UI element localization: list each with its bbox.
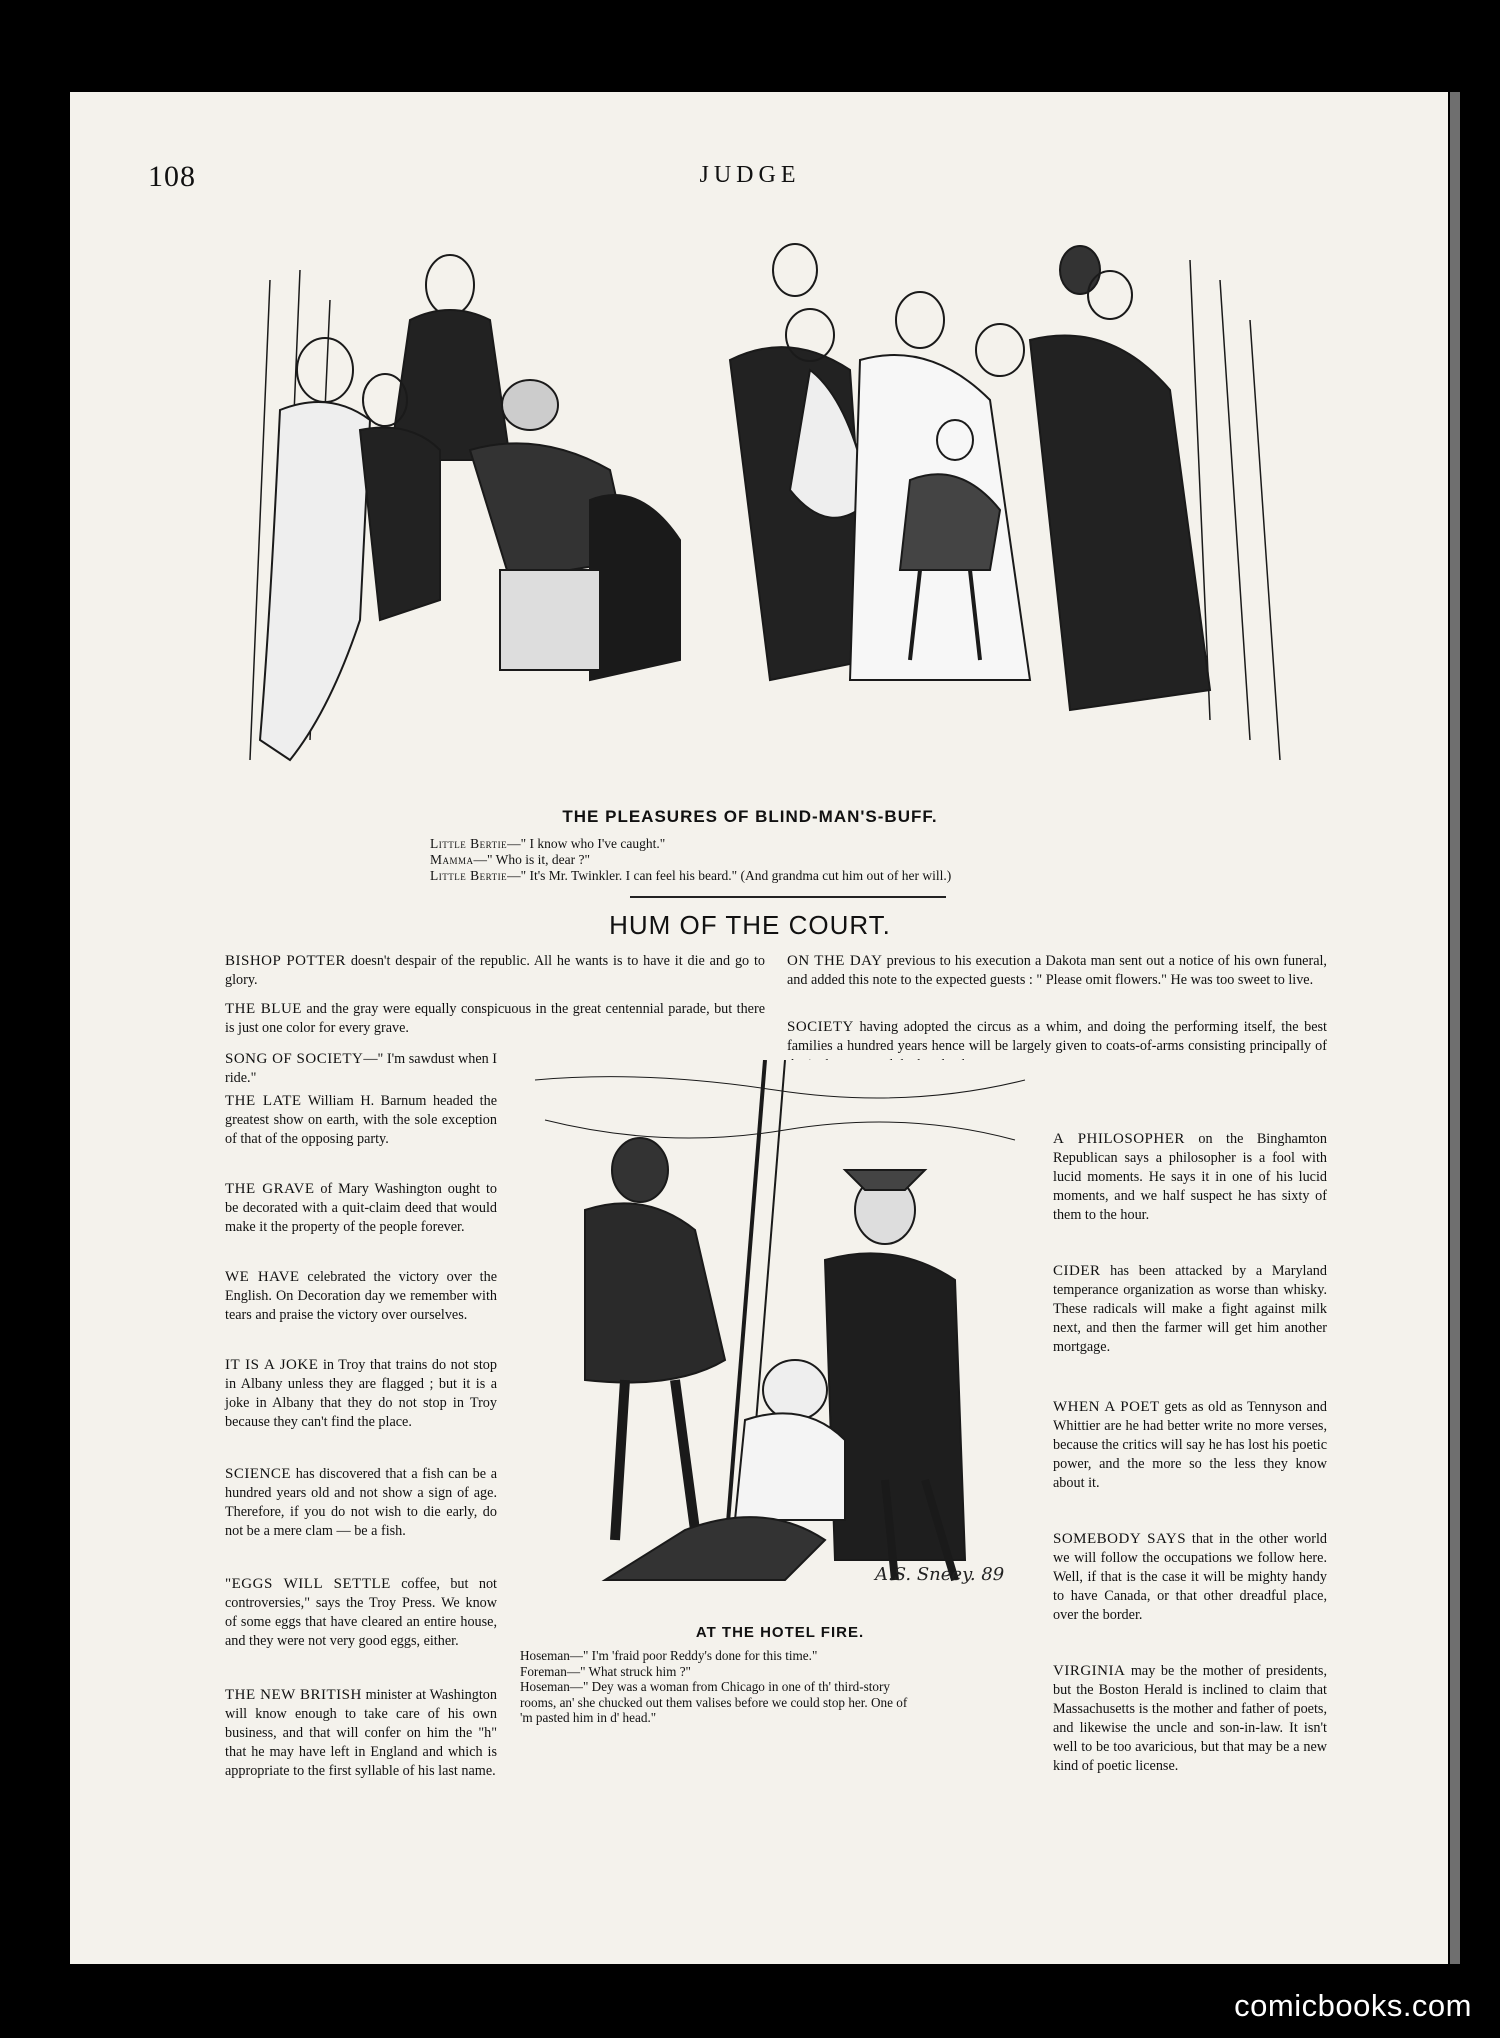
top-illustration-dialogue — [430, 836, 1230, 884]
illustration-signature: A.S. Sneey. 89 — [875, 1564, 1005, 1585]
paragraph: SOCIETY having adopted the circus as a whim, and doing the performing itself, the best families a hundred years hence will be largely given to coats-of-arms consisting principally of — [787, 1019, 1327, 1054]
paragraph: BISHOP POTTER doesn't despair of the republic. All he wants is to have it die and go to glory. — [225, 953, 765, 988]
page-gutter — [1450, 92, 1460, 1964]
dialogue-line: Hoseman—" I'm 'fraid poor Reddy's done for this time." — [520, 1648, 818, 1663]
paragraph: SONG OF SOCIETY—" I'm sawdust when I ride." — [225, 1051, 498, 1086]
paragraph: A PHILOSOPHER on the Binghamton Republican says a philosopher is a fool with lucid moments. He says it in one of his lucid moments, and we half suspect he has sixty of them to the hour. — [1053, 1131, 1327, 1223]
middle-illustration-caption-title: AT THE HOTEL FIRE. — [695, 1624, 865, 1641]
paragraph: ON THE DAY previous to his execution a Dakota man sent out a notice of his own funeral, and added this note to the expected guests : " Please omit flowers." He was too sweet to live. — [787, 953, 1327, 988]
site-watermark: comicbooks.com — [1234, 1988, 1472, 2023]
top-illustration-caption-title: THE PLEASURES OF BLIND-MAN'S-BUFF. — [562, 807, 938, 826]
dialogue-line: 'm pasted him in d' head." — [520, 1710, 657, 1725]
middle-illustration-dialogue — [520, 1648, 1040, 1726]
blind-mans-buff-illustration — [210, 240, 1320, 790]
paragraph: THE BLUE and the gray were equally conspicuous in the great centennial parade, but there is just one color for every grave. — [225, 1001, 765, 1036]
section-heading: HUM OF THE COURT. — [609, 910, 891, 940]
paragraph: THE GRAVE of Mary Washington ought to be decorated with a quit-claim deed that would make it the property of the people forever. — [225, 1181, 497, 1235]
paragraph: THE LATE William H. Barnum headed the greatest show on earth, with the sole exception of that of the opposing party. — [225, 1093, 497, 1147]
paragraph: SCIENCE has discovered that a fish can be a hundred years old and not show a sign of age. Therefore, if you do not wish to die early, do not be a mere clam — be a fish. — [225, 1466, 497, 1539]
paragraph: WHEN A POET gets as old as Tennyson and Whittier are he had better write no more verses, because the critics will say he has lost his poetic power, and the more so the less they know about it. — [1053, 1399, 1328, 1491]
dialogue-line: Mamma—" Who is it, dear ?" — [430, 852, 591, 867]
paragraph: VIRGINIA may be the mother of presidents, but the Boston Herald is inclined to claim that Massachusetts is the mother and father of poets, and likewise the uncle and son-in-law. It isn't well to be too avaricious, but that may be a new kind of poetic license. — [1053, 1663, 1327, 1774]
dialogue-line: rooms, an' she chucked out them valises before we could stop her. One of — [520, 1694, 908, 1710]
paragraph: "EGGS WILL SETTLE coffee, but not controversies," says the Troy Press. We know of some eggs that have cleared an entire house, and they were not very good eggs, either. — [225, 1576, 497, 1649]
dialogue-line: Foreman—" What struck him ?" — [520, 1663, 691, 1679]
paragraph: THE NEW BRITISH minister at Washington will know enough to take care of his own business, and that will confer on him the "h" that he may have left in England and which is appropriate to the first syllable of his last name. — [225, 1687, 497, 1779]
dialogue-line: Little Bertie—" I know who I've caught." — [430, 836, 666, 851]
masthead: JUDGE — [699, 162, 801, 188]
paragraph: SOMEBODY SAYS that in the other world we will follow the occupations we follow here. Well, if that is the case it will be mighty handy to have Canada, or that other dreadful place, over the border. — [1053, 1531, 1327, 1623]
hotel-fire-illustration — [525, 1060, 1035, 1605]
paragraph: IT IS A JOKE in Troy that trains do not stop in Albany unless they are flagged ; but it is a joke in Albany that they do not stop in Troy because they can't find the place. — [225, 1357, 497, 1430]
page-number: 108 — [148, 160, 196, 193]
section-divider — [630, 896, 946, 898]
paragraph: WE HAVE celebrated the victory over the English. On Decoration day we remember with tears and praise the victory over ourselves. — [225, 1269, 498, 1323]
dialogue-line: Little Bertie—" It's Mr. Twinkler. I can feel his beard." (And grandma cut him out of her will.) — [430, 868, 952, 883]
dialogue-line: Hoseman—" Dey was a woman from Chicago in one of th' third-story — [520, 1679, 890, 1694]
paragraph: CIDER has been attacked by a Maryland temperance organization as worse than whisky. These radicals will make a fight against milk next, and then the farmer will get him another mortgage. — [1053, 1263, 1327, 1355]
